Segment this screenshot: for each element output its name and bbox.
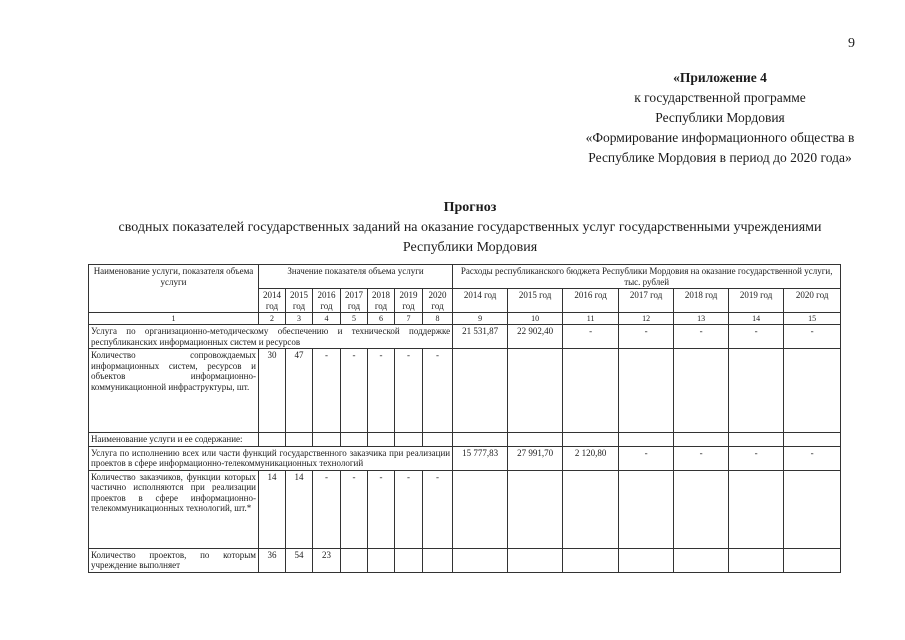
expense-cell: -: [784, 325, 841, 349]
page-number: 9: [848, 36, 855, 51]
value-cell: 54: [286, 548, 313, 572]
document-heading: [70, 198, 870, 258]
col-number: 7: [395, 313, 423, 325]
year-header: 2017 год: [341, 289, 368, 313]
expense-cell: -: [619, 325, 674, 349]
col-number: 5: [341, 313, 368, 325]
group-header-values: Значение показателя объема услуги: [259, 265, 453, 289]
value-cell: -: [368, 470, 395, 548]
value-cell: [423, 548, 453, 572]
indicator-name: Количество сопровождаемых информационных систем, ресурсов и объектов информационно-коммуникационной инфраструктуры, шт.: [89, 349, 259, 433]
content-label: Наименование услуги и ее содержание:: [89, 433, 259, 447]
column-number-row: [89, 313, 841, 325]
appendix-line: Республике Мордовия в период до 2020 года»: [588, 150, 852, 165]
col-number: 8: [423, 313, 453, 325]
expense-cell: 21 531,87: [453, 325, 508, 349]
col-number: 4: [313, 313, 341, 325]
heading-line: Республики Мордовия: [402, 240, 538, 255]
service-name: Услуга по исполнению всех или части функций государственного заказчика при реализации проектов в сфере информационно-телекоммуникационных технологий: [89, 446, 453, 470]
col-number: 9: [453, 313, 508, 325]
value-cell: -: [395, 470, 423, 548]
value-cell: [368, 548, 395, 572]
content-label-row: [89, 433, 841, 447]
expense-cell: 22 902,40: [508, 325, 563, 349]
appendix-title: «Приложение 4: [673, 70, 767, 85]
expense-cell: -: [729, 325, 784, 349]
expense-cell: -: [729, 446, 784, 470]
forecast-table: [88, 264, 841, 573]
col-number: 2: [259, 313, 286, 325]
value-cell: -: [423, 470, 453, 548]
expense-cell: -: [784, 446, 841, 470]
value-cell: 36: [259, 548, 286, 572]
appendix-line: к государственной программе: [634, 90, 806, 105]
value-cell: [341, 548, 368, 572]
indicator-row: [89, 470, 841, 548]
expense-cell: -: [674, 446, 729, 470]
value-cell: -: [395, 349, 423, 433]
value-cell: -: [313, 470, 341, 548]
appendix-line: Республики Мордовия: [655, 110, 785, 125]
col-number: 10: [508, 313, 563, 325]
col-number: 11: [563, 313, 619, 325]
col-number: 12: [619, 313, 674, 325]
expense-cell: -: [674, 325, 729, 349]
indicator-row: [89, 349, 841, 433]
col-number: 6: [368, 313, 395, 325]
expense-cell: 27 991,70: [508, 446, 563, 470]
indicator-row: [89, 548, 841, 572]
appendix-block: [520, 68, 905, 168]
value-cell: 23: [313, 548, 341, 572]
service-row: [89, 446, 841, 470]
value-cell: 14: [286, 470, 313, 548]
heading-line: сводных показателей государственных заданий на оказание государственных услуг государственными учреждениями: [118, 220, 822, 235]
year-header: 2019 год: [395, 289, 423, 313]
value-cell: -: [368, 349, 395, 433]
expense-year-header: 2018 год: [674, 289, 729, 313]
col-header-name: Наименование услуги, показателя объема услуги: [89, 265, 259, 313]
value-cell: -: [341, 470, 368, 548]
year-header: 2014 год: [259, 289, 286, 313]
expense-cell: 15 777,83: [453, 446, 508, 470]
expense-cell: -: [619, 446, 674, 470]
expense-year-header: 2020 год: [784, 289, 841, 313]
col-number: 14: [729, 313, 784, 325]
expense-year-header: 2017 год: [619, 289, 674, 313]
value-cell: [395, 548, 423, 572]
value-cell: -: [313, 349, 341, 433]
year-header: 2016 год: [313, 289, 341, 313]
expense-year-header: 2014 год: [453, 289, 508, 313]
value-cell: 30: [259, 349, 286, 433]
group-header-expenses: Расходы республиканского бюджета Республики Мордовия на оказание государственной услуги, тыс. рублей: [453, 265, 841, 289]
col-number: 15: [784, 313, 841, 325]
header-row-1: [89, 265, 841, 289]
value-cell: -: [341, 349, 368, 433]
heading-title: Прогноз: [443, 200, 497, 215]
value-cell: 47: [286, 349, 313, 433]
expense-year-header: 2015 год: [508, 289, 563, 313]
col-number: 3: [286, 313, 313, 325]
value-cell: 14: [259, 470, 286, 548]
expense-cell: -: [563, 325, 619, 349]
expense-cell: 2 120,80: [563, 446, 619, 470]
indicator-name: Количество проектов, по которым учреждение выполняет: [89, 548, 259, 572]
service-row: [89, 325, 841, 349]
appendix-line: «Формирование информационного общества в: [585, 130, 855, 145]
indicator-name: Количество заказчиков, функции которых частично исполняются при реализации проектов в сфере информационно-телекоммуникационных технологий, шт.*: [89, 470, 259, 548]
year-header: 2015 год: [286, 289, 313, 313]
expense-year-header: 2016 год: [563, 289, 619, 313]
col-number: 1: [89, 313, 259, 325]
year-header: 2018 год: [368, 289, 395, 313]
col-number: 13: [674, 313, 729, 325]
service-name: Услуга по организационно-методическому обеспечению и технической поддержке республиканских информационных систем и ресурсов: [89, 325, 453, 349]
value-cell: -: [423, 349, 453, 433]
expense-year-header: 2019 год: [729, 289, 784, 313]
year-header: 2020 год: [423, 289, 453, 313]
